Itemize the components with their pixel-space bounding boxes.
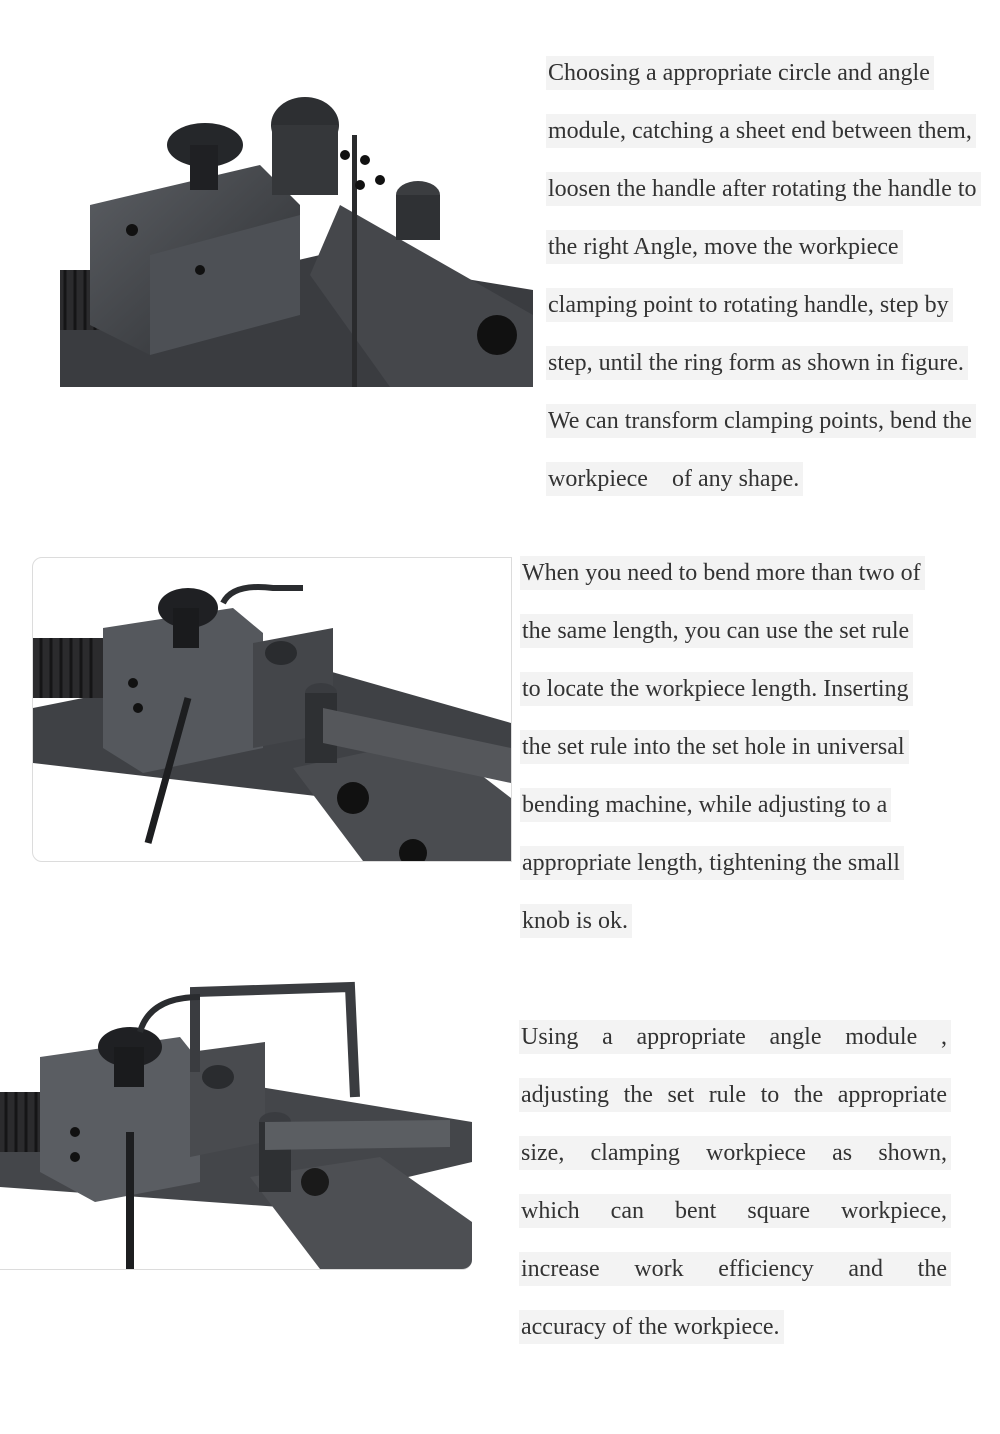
instruction-text-2	[520, 556, 925, 962]
bending-machine-illustration	[0, 972, 472, 1269]
text-line: increase work efficiency and the	[519, 1252, 951, 1310]
text-line: When you need to bend more than two of	[520, 556, 925, 614]
instruction-text-3	[519, 1020, 951, 1368]
text-line: Choosing a appropriate circle and angle	[546, 56, 981, 114]
product-photo-set-rule	[32, 557, 512, 862]
text-line: bending machine, while adjusting to a	[520, 788, 925, 846]
text-line: to locate the workpiece length. Inserting	[520, 672, 925, 730]
text-line: step, until the ring form as shown in figure.	[546, 346, 981, 404]
bending-machine-illustration	[33, 558, 511, 861]
text-line: loosen the handle after rotating the handle to	[546, 172, 981, 230]
text-line: the right Angle, move the workpiece	[546, 230, 981, 288]
text-line: accuracy of the workpiece.	[519, 1310, 951, 1368]
instruction-text-1	[546, 56, 981, 520]
text-line: knob is ok.	[520, 904, 925, 962]
product-photo-square-workpiece	[0, 972, 472, 1270]
text-line: adjusting the set rule to the appropriate	[519, 1078, 951, 1136]
text-line: We can transform clamping points, bend the	[546, 404, 981, 462]
text-line: Using a appropriate angle module ,	[519, 1020, 951, 1078]
text-line: the set rule into the set hole in universal	[520, 730, 925, 788]
text-line: which can bent square workpiece,	[519, 1194, 951, 1252]
product-photo-circle-module	[60, 85, 533, 387]
text-line: the same length, you can use the set rule	[520, 614, 925, 672]
bending-machine-illustration	[60, 85, 533, 387]
text-line: appropriate length, tightening the small	[520, 846, 925, 904]
text-line: workpiece of any shape.	[546, 462, 981, 520]
text-line: clamping point to rotating handle, step by	[546, 288, 981, 346]
text-line: size, clamping workpiece as shown,	[519, 1136, 951, 1194]
text-line: module, catching a sheet end between them,	[546, 114, 981, 172]
